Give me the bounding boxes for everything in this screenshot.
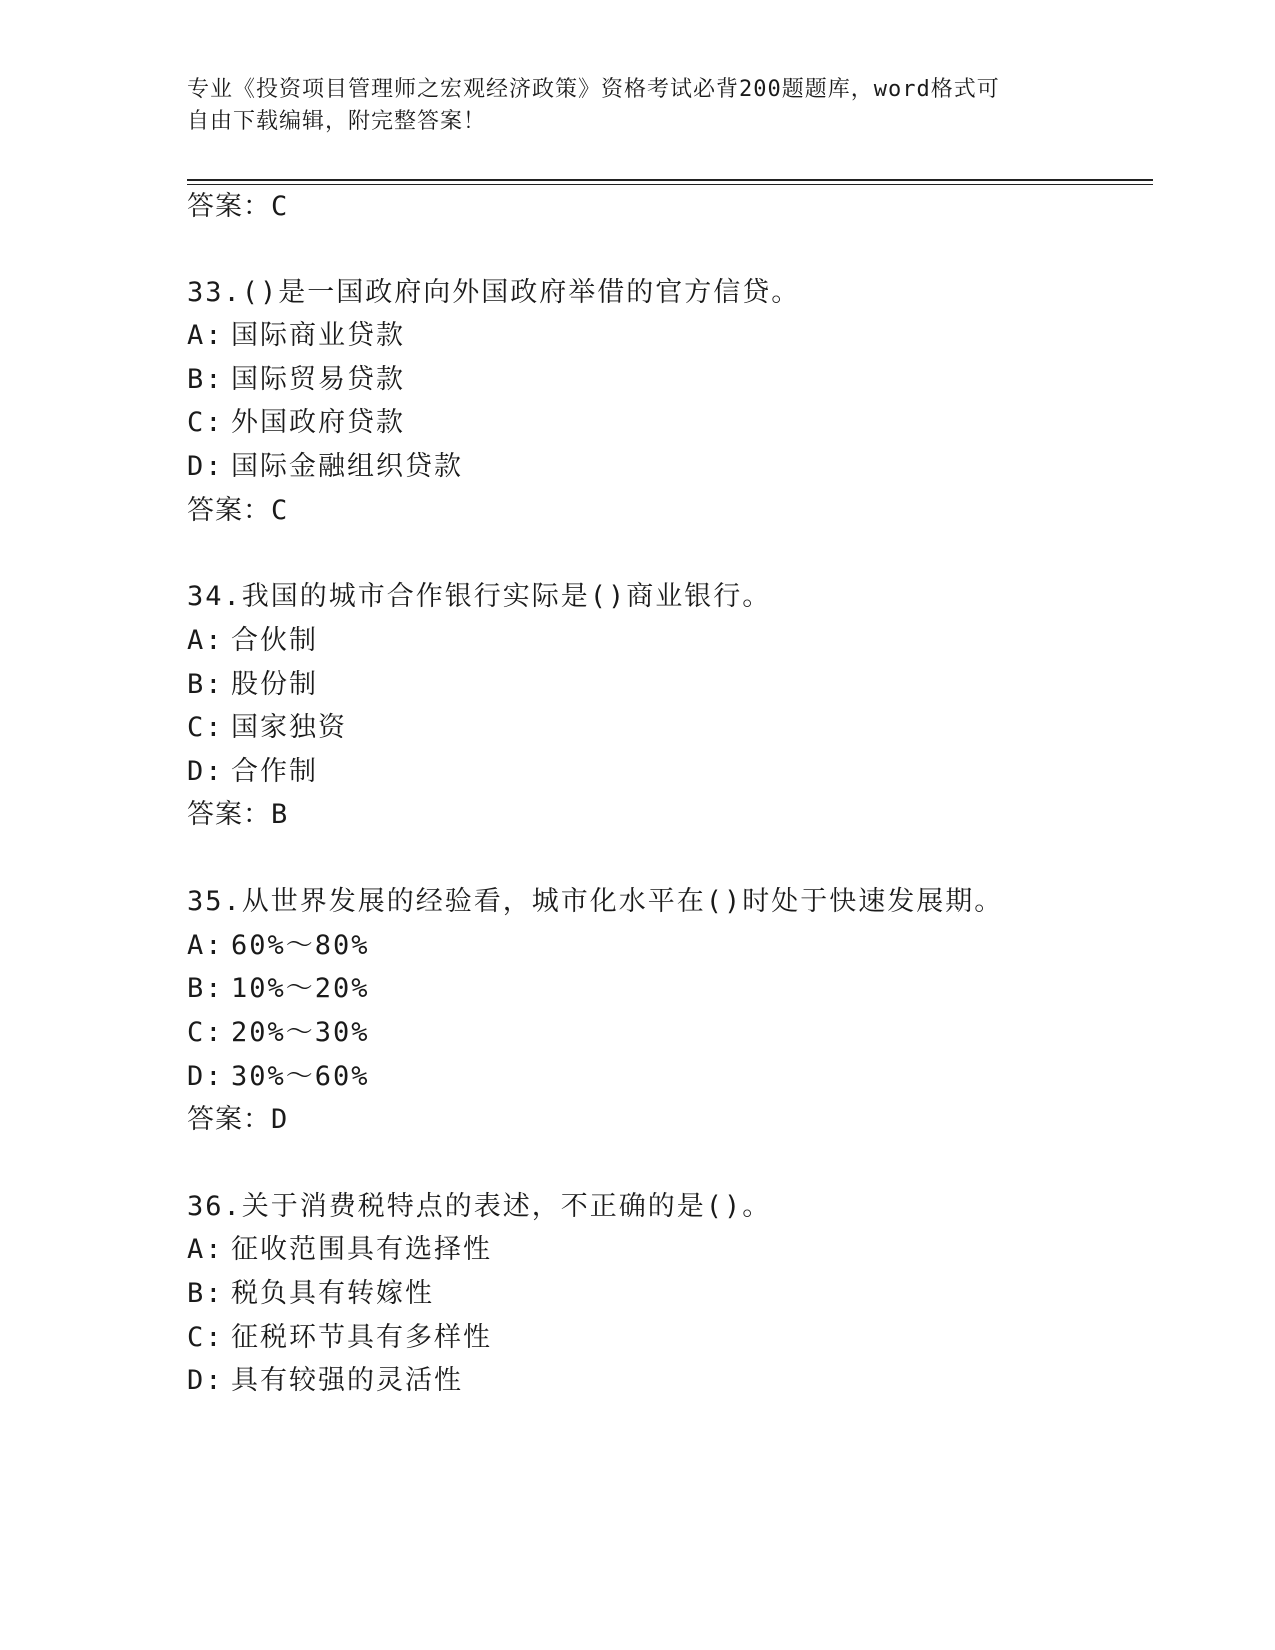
question-33-option-b [187,363,405,397]
option-text: 20%～30% [231,1017,370,1048]
option-letter: D: [187,756,224,787]
option-text: 国家独资 [231,712,347,743]
option-letter: D: [187,1061,224,1092]
question-34-stem: 34.我国的城市合作银行实际是()商业银行。 [187,581,772,612]
question-35-option-a [187,929,370,963]
option-letter: D: [187,1365,224,1396]
question-34-option-a [187,624,318,658]
question-34-option-b [187,668,318,702]
option-letter: C: [187,407,224,438]
header-rule-thick [187,179,1153,181]
question-34-answer: 答案：B [187,799,289,830]
question-35-stem: 35.从世界发展的经验看，城市化水平在()时处于快速发展期。 [187,886,1004,917]
option-letter: C: [187,712,224,743]
question-34-option-c [187,711,347,745]
option-letter: A: [187,1234,224,1265]
option-letter: A: [187,930,224,961]
option-text: 国际金融组织贷款 [231,451,463,482]
option-text: 国际商业贷款 [231,320,405,351]
question-33-answer: 答案：C [187,495,289,526]
option-letter: A: [187,625,224,656]
question-34-option-d [187,755,318,789]
option-text: 股份制 [231,669,318,700]
option-text: 具有较强的灵活性 [231,1365,463,1396]
option-letter: D: [187,451,224,482]
question-33-option-c [187,406,405,440]
option-text: 征税环节具有多样性 [231,1322,492,1353]
header-rule-thin [187,184,1153,185]
option-text: 10%～20% [231,973,370,1004]
question-35-answer: 答案：D [187,1104,289,1135]
option-letter: A: [187,320,224,351]
question-36-option-c [187,1321,492,1355]
option-text: 国际贸易贷款 [231,364,405,395]
option-text: 60%～80% [231,930,370,961]
answer-previous: 答案：C [187,191,289,222]
option-letter: C: [187,1017,224,1048]
option-letter: C: [187,1322,224,1353]
question-33-option-a [187,319,405,353]
option-letter: B: [187,1278,224,1309]
option-letter: B: [187,364,224,395]
option-text: 30%～60% [231,1061,370,1092]
question-36-option-d [187,1364,463,1398]
header-line-1: 专业《投资项目管理师之宏观经济政策》资格考试必背200题题库，word格式可 [187,77,1000,102]
option-text: 合伙制 [231,625,318,656]
option-text: 外国政府贷款 [231,407,405,438]
question-35-option-c [187,1016,370,1050]
question-36-option-b [187,1277,434,1311]
option-text: 合作制 [231,756,318,787]
question-36-stem: 36.关于消费税特点的表述，不正确的是()。 [187,1191,772,1222]
question-35-option-d [187,1060,370,1094]
option-letter: B: [187,669,224,700]
option-text: 税负具有转嫁性 [231,1278,434,1309]
question-36-option-a [187,1233,492,1267]
document-header [187,74,1087,138]
question-33-stem: 33.()是一国政府向外国政府举借的官方信贷。 [187,277,801,308]
option-text: 征收范围具有选择性 [231,1234,492,1265]
option-letter: B: [187,973,224,1004]
question-33-option-d [187,450,463,484]
header-line-2: 自由下载编辑，附完整答案！ [187,109,487,134]
question-35-option-b [187,972,370,1006]
